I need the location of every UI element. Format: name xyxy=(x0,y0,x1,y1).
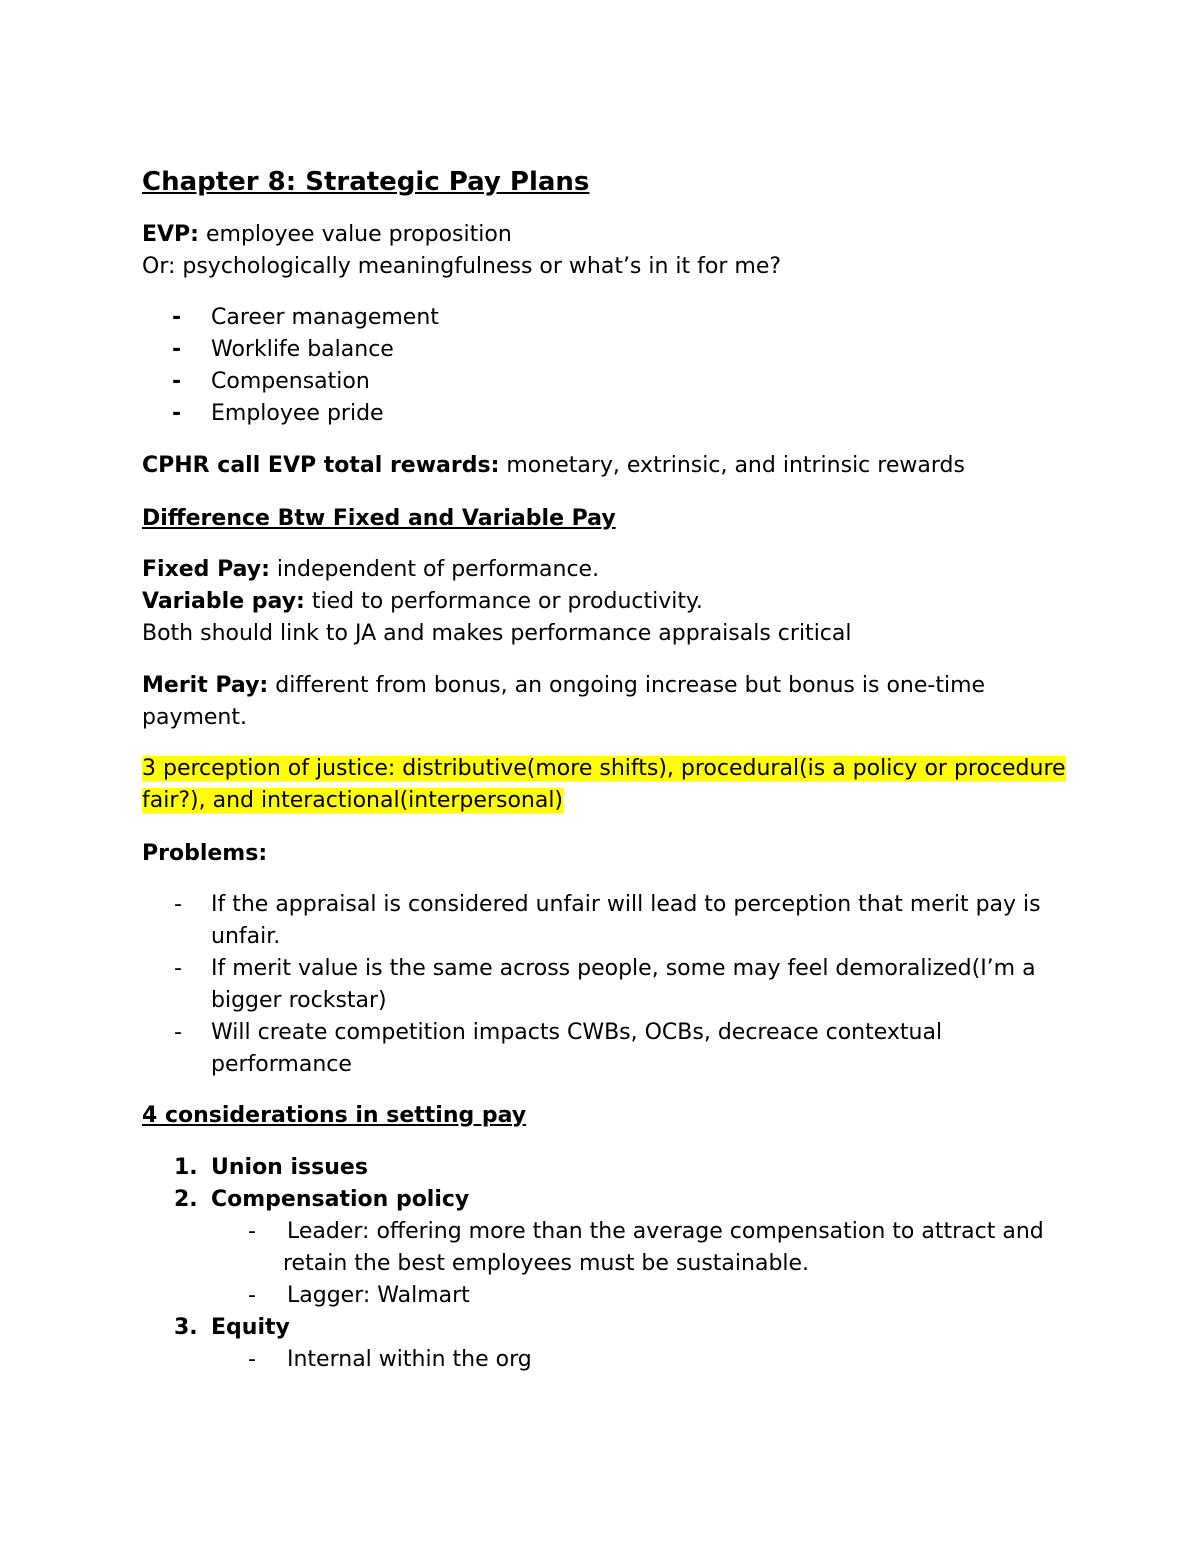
equity-item: Internal within the org xyxy=(287,1347,532,1372)
page-title: Chapter 8: Strategic Pay Plans xyxy=(142,167,590,197)
list-bullet: - xyxy=(172,401,182,426)
problem-item-cont: performance xyxy=(211,1052,352,1077)
evp-or-line: Or: psychologically meaningfulness or what’s in it for me? xyxy=(142,254,782,279)
problem-item: If the appraisal is considered unfair will lead to perception that merit pay is xyxy=(211,892,1041,917)
evp-item: Employee pride xyxy=(211,401,384,426)
consideration-item: Equity xyxy=(211,1315,290,1340)
cphr-label: CPHR call EVP total rewards: xyxy=(142,453,500,478)
merit-pay-line xyxy=(142,670,985,702)
justice-line-2 xyxy=(142,785,563,817)
consideration-item: Compensation policy xyxy=(211,1187,470,1212)
list-number: 2. xyxy=(174,1187,198,1212)
list-bullet: - xyxy=(248,1347,256,1372)
list-bullet: - xyxy=(172,305,182,330)
problem-item-cont: unfair. xyxy=(211,924,281,949)
merit-pay-label: Merit Pay: xyxy=(142,673,269,698)
evp-label: EVP: xyxy=(142,222,199,247)
fixed-pay-line xyxy=(142,554,599,586)
consideration-item: Union issues xyxy=(211,1155,368,1180)
list-bullet: - xyxy=(174,956,182,981)
list-bullet: - xyxy=(172,337,182,362)
highlighted-text: 3 perception of justice: distributive(more shifts), procedural(is a policy or procedure xyxy=(142,756,1066,781)
list-bullet: - xyxy=(174,892,182,917)
evp-item: Compensation xyxy=(211,369,370,394)
list-bullet: - xyxy=(174,1020,182,1045)
justice-line xyxy=(142,753,1066,785)
list-number: 1. xyxy=(174,1155,198,1180)
list-bullet: - xyxy=(248,1283,256,1308)
variable-pay-label: Variable pay: xyxy=(142,589,305,614)
section-heading-difference: Difference Btw Fixed and Variable Pay xyxy=(142,506,616,531)
fixed-pay-label: Fixed Pay: xyxy=(142,557,270,582)
fixed-pay-text: independent of performance. xyxy=(269,557,600,582)
policy-item: Lagger: Walmart xyxy=(287,1283,470,1308)
evp-definition xyxy=(142,219,512,251)
problem-item: If merit value is the same across people, some may feel demoralized(I’m a xyxy=(211,956,1036,981)
policy-item: Leader: offering more than the average compensation to attract and xyxy=(287,1219,1044,1244)
merit-pay-text: different from bonus, an ongoing increase but bonus is one-time xyxy=(268,673,986,698)
variable-pay-line xyxy=(142,586,703,618)
section-heading-considerations: 4 considerations in setting pay xyxy=(142,1103,527,1128)
list-bullet: - xyxy=(248,1219,256,1244)
cphr-text: monetary, extrinsic, and intrinsic rewards xyxy=(499,453,965,478)
cphr-line xyxy=(142,450,965,482)
problem-item-cont: bigger rockstar) xyxy=(211,988,387,1013)
list-number: 3. xyxy=(174,1315,198,1340)
problems-heading: Problems: xyxy=(142,841,268,866)
evp-item: Worklife balance xyxy=(211,337,394,362)
problem-item: Will create competition impacts CWBs, OCBs, decreace contextual xyxy=(211,1020,943,1045)
policy-item-cont: retain the best employees must be sustainable. xyxy=(283,1251,810,1276)
highlighted-text: fair?), and interactional(interpersonal) xyxy=(142,788,564,813)
merit-pay-line-2: payment. xyxy=(142,705,247,730)
both-line: Both should link to JA and makes performance appraisals critical xyxy=(142,621,852,646)
evp-text: employee value proposition xyxy=(198,222,512,247)
evp-item: Career management xyxy=(211,305,439,330)
list-bullet: - xyxy=(172,369,182,394)
variable-pay-text: tied to performance or productivity. xyxy=(304,589,703,614)
